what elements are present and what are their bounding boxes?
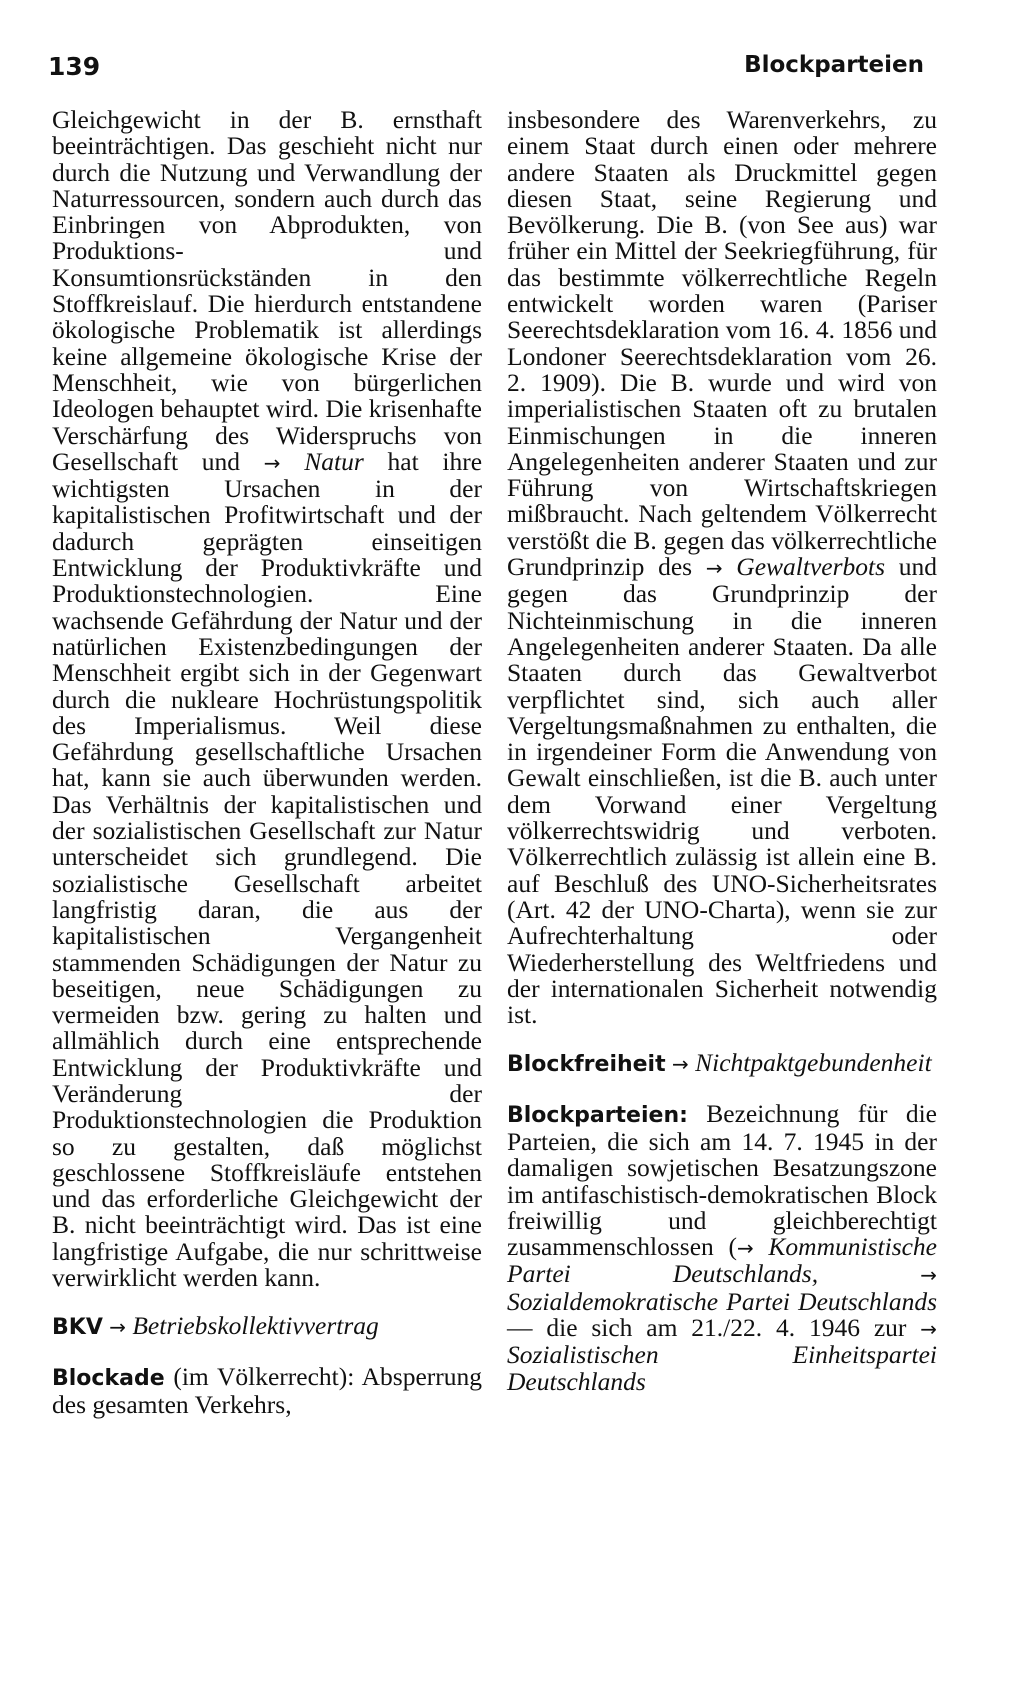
paragraph-text: hat ihre wichtigsten Ursachen in der kapitalistischen Profitwirtschaft und der dadurch geprägten einseitigen Entwicklung der Produktivkräfte und Produktionstechnologien. Eine wachsende Gefährdung der Natur und der natürlichen Existenzbedingungen der Menschheit ergibt sich in der Gegenwart durch die nukleare Hochrüstungspolitik des Imperialismus. Weil diese Gefährdung gesellschaftliche Ursachen hat, kann sie auch überwunden werden. Das Verhältnis der kapitalistischen und der sozialistischen Gesellschaft zur Natur unterscheidet sich grundlegend. Die sozialistische Gesellschaft arbeitet langfristig daran, die aus der kapitalistischen Vergangenheit stammenden Schädigungen der Natur zu beseitigen, neue Schädigungen zu vermeiden bzw. gering zu halten und allmählich durch eine entsprechende Entwicklung der Produktivkräfte und Veränderung der Produktionstechnologien die Produktion so zu gestalten, daß möglichst geschlossene Stoffkreisläufe entstehen und das erforderliche Gleichgewicht der B. nicht beeinträchtigt wird. Das ist eine langfristige Aufgabe, die nur schrittweise verwirklicht werden kann. bbox=[52, 446, 483, 1293]
right-column bbox=[507, 107, 937, 1395]
entry-text: — die sich am 21./22. 4. 1946 zur bbox=[507, 1313, 921, 1343]
cross-reference-arrow-icon: → bbox=[109, 1315, 126, 1340]
paragraph-oekologie bbox=[52, 107, 482, 1291]
entry-text: (im Völkerrecht): Absperrung des gesamten Verkehrs, bbox=[52, 1361, 482, 1419]
cross-reference-nichtpaktgebundenheit: Nichtpaktgebundenheit bbox=[695, 1048, 932, 1078]
running-head: Blockparteien bbox=[744, 52, 924, 78]
entry-blockfreiheit bbox=[507, 1050, 937, 1078]
cross-reference-arrow-icon: → bbox=[736, 1236, 754, 1261]
paragraph-blockade-cont bbox=[507, 107, 937, 1028]
paragraph-text: Gleichgewicht in der B. ernsthaft beeinträchtigen. Das geschieht nicht nur durch die Nutzung und Verwandlung der Naturressourcen, sondern auch durch das Einbringen von Abprodukten, von Produktions- und Konsumtionsrückständen in den Stoffkreislauf. Die hierdurch entstandene ökologische Problematik ist allerdings keine allgemeine ökologische Krise der Menschheit, wie von bürgerlichen Ideologen behauptet wird. Die krisenhafte Verschärfung des Widerspruchs von Gesellschaft und bbox=[52, 105, 482, 476]
cross-reference-arrow-icon: → bbox=[705, 556, 723, 581]
cross-reference-arrow-icon: → bbox=[263, 450, 281, 475]
cross-reference-sed: Sozialistischen Einheitspartei Deutschlands bbox=[507, 1340, 937, 1396]
cross-reference-natur: Natur bbox=[304, 446, 364, 476]
entry-keyword: BKV bbox=[52, 1315, 103, 1341]
cross-reference-kpd: Kommunistische Partei Deutschlands, bbox=[507, 1232, 937, 1289]
entry-bkv bbox=[52, 1313, 482, 1341]
page-header bbox=[48, 52, 924, 92]
entry-keyword: Blockfreiheit bbox=[507, 1052, 666, 1078]
cross-reference-arrow-icon: → bbox=[920, 1263, 938, 1288]
left-column bbox=[52, 107, 482, 1418]
paragraph-text: insbesondere des Warenverkehrs, zu einem Staat durch einen oder mehrere andere Staaten als Druckmittel gegen diesen Staat, seine Regierung und Bevölkerung. Die B. (von See aus) war früher ein Mittel der Seekriegführung, für das bestimmte völkerrechtliche Regeln entwickelt worden waren (Pariser Seerechtsdeklaration vom 16. 4. 1856 und Londoner Seerechtsdeklaration vom 26. 2. 1909). Die B. wurde und wird von imperialistischen Staaten oft zu brutalen Einmischungen in die inneren Angelegenheiten anderer Staaten und zur Führung von Wirtschaftskriegen mißbraucht. Nach geltendem Völkerrecht verstößt die B. gegen das völkerrechtliche Grundprinzip des bbox=[507, 105, 937, 582]
page-number: 139 bbox=[48, 52, 101, 81]
cross-reference-arrow-icon: → bbox=[920, 1317, 937, 1342]
cross-reference-spd: Sozialdemokratische Partei Deutschlands bbox=[507, 1286, 937, 1316]
cross-reference-arrow-icon: → bbox=[672, 1052, 689, 1077]
entry-text: Bezeichnung für die Parteien, die sich am 14. 7. 1945 in der damaligen sowjetischen Besatzungszone im antifaschistisch-demokratischen Block freiwillig und gleichberechtigt zusammenschlossen ( bbox=[507, 1098, 937, 1262]
cross-reference-gewaltverbot: Gewaltverbots bbox=[736, 552, 886, 582]
cross-reference-betriebskollektivvertrag: Betriebskollektivvertrag bbox=[132, 1311, 379, 1341]
entry-keyword: Blockade bbox=[52, 1365, 165, 1391]
entry-blockade bbox=[52, 1361, 482, 1419]
entry-keyword: Blockparteien: bbox=[507, 1102, 688, 1128]
paragraph-text: und gegen das Grundprinzip der Nichteinmischung in die inneren Angelegenheiten anderer Staaten. Da alle Staaten durch das Gewaltverbot verpflichtet sind, sich auch aller Vergeltungsmaßnahmen zu enthalten, die in irgendeiner Form die Anwendung von Gewalt einschließen, ist die B. auch unter dem Vorwand einer Vergeltung völkerrechtswidrig und verboten. Völkerrechtlich zulässig ist allein eine B. auf Beschluß des UNO-Sicherheitsrates (Art. 42 der UNO-Charta), wenn sie zur Aufrechterhaltung oder Wiederherstellung des Weltfriedens und der internationalen Sicherheit notwendig ist. bbox=[507, 552, 937, 1030]
entry-blockparteien bbox=[507, 1098, 938, 1396]
